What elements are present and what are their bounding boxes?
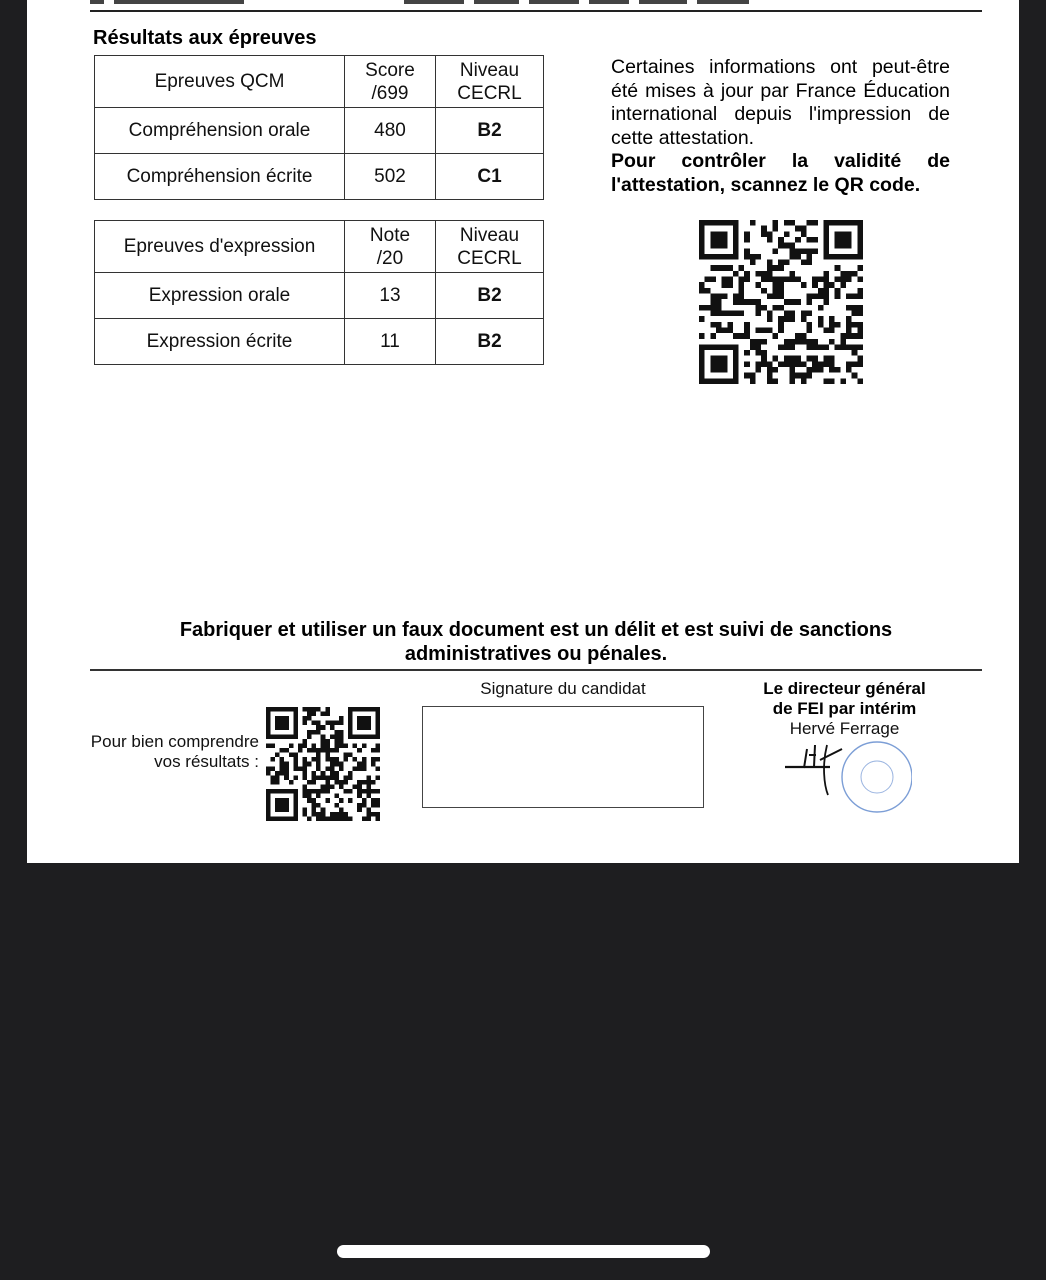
cell-niveau: C1	[436, 154, 544, 200]
signature-label: Signature du candidat	[480, 679, 646, 698]
header-niveau: Niveau CECRL	[436, 221, 544, 273]
header-score: Score /699	[345, 56, 436, 108]
info-bold-text: Pour contrôler la validité de l'attestation, scannez le QR code.	[611, 150, 950, 196]
cell-score: 502	[345, 154, 436, 200]
validity-info	[611, 56, 950, 197]
table-row	[95, 154, 544, 200]
table-row	[95, 319, 544, 365]
header-note: Note /20	[345, 221, 436, 273]
table-header-row	[95, 221, 544, 273]
understand-results-label: Pour bien comprendre vos résultats :	[90, 732, 259, 771]
candidate-signature-box	[422, 706, 704, 808]
qr-code-icon[interactable]	[699, 220, 863, 384]
bottom-divider	[90, 669, 982, 671]
home-indicator[interactable]	[337, 1245, 710, 1258]
qcm-results-table	[94, 55, 544, 200]
expression-results-table	[94, 220, 544, 365]
cell-score: 480	[345, 108, 436, 154]
info-text: Certaines informations ont peut-être été mises à jour par France Éducation international depuis l'impression de cette attestation.	[611, 56, 950, 149]
official-stamp-icon	[782, 735, 912, 820]
header-niveau: Niveau CECRL	[436, 56, 544, 108]
qr-code-icon[interactable]	[266, 707, 380, 821]
section-title: Résultats aux épreuves	[93, 27, 317, 49]
cell-epreuve: Compréhension orale	[95, 108, 345, 154]
cell-niveau: B2	[436, 319, 544, 365]
cell-epreuve: Expression orale	[95, 273, 345, 319]
signature-icon	[785, 745, 842, 795]
stamp-inner-ring	[861, 761, 893, 793]
stamp-outer-ring	[842, 742, 912, 812]
cell-note: 11	[345, 319, 436, 365]
header-epreuves-expression: Epreuves d'expression	[95, 221, 345, 273]
cell-note: 13	[345, 273, 436, 319]
fraud-warning: Fabriquer et utiliser un faux document est un délit et est suivi de sanctions administratives ou pénales.	[179, 619, 893, 665]
table-row	[95, 108, 544, 154]
header-epreuves-qcm: Epreuves QCM	[95, 56, 345, 108]
cell-epreuve: Compréhension écrite	[95, 154, 345, 200]
table-header-row	[95, 56, 544, 108]
cell-epreuve: Expression écrite	[95, 319, 345, 365]
top-divider	[90, 10, 982, 12]
director-block: Le directeur général de FEI par intérim Hervé Ferrage	[763, 679, 926, 738]
table-row	[95, 273, 544, 319]
document-page	[27, 0, 1019, 863]
cell-niveau: B2	[436, 108, 544, 154]
cell-niveau: B2	[436, 273, 544, 319]
clipped-header-text	[90, 0, 810, 6]
